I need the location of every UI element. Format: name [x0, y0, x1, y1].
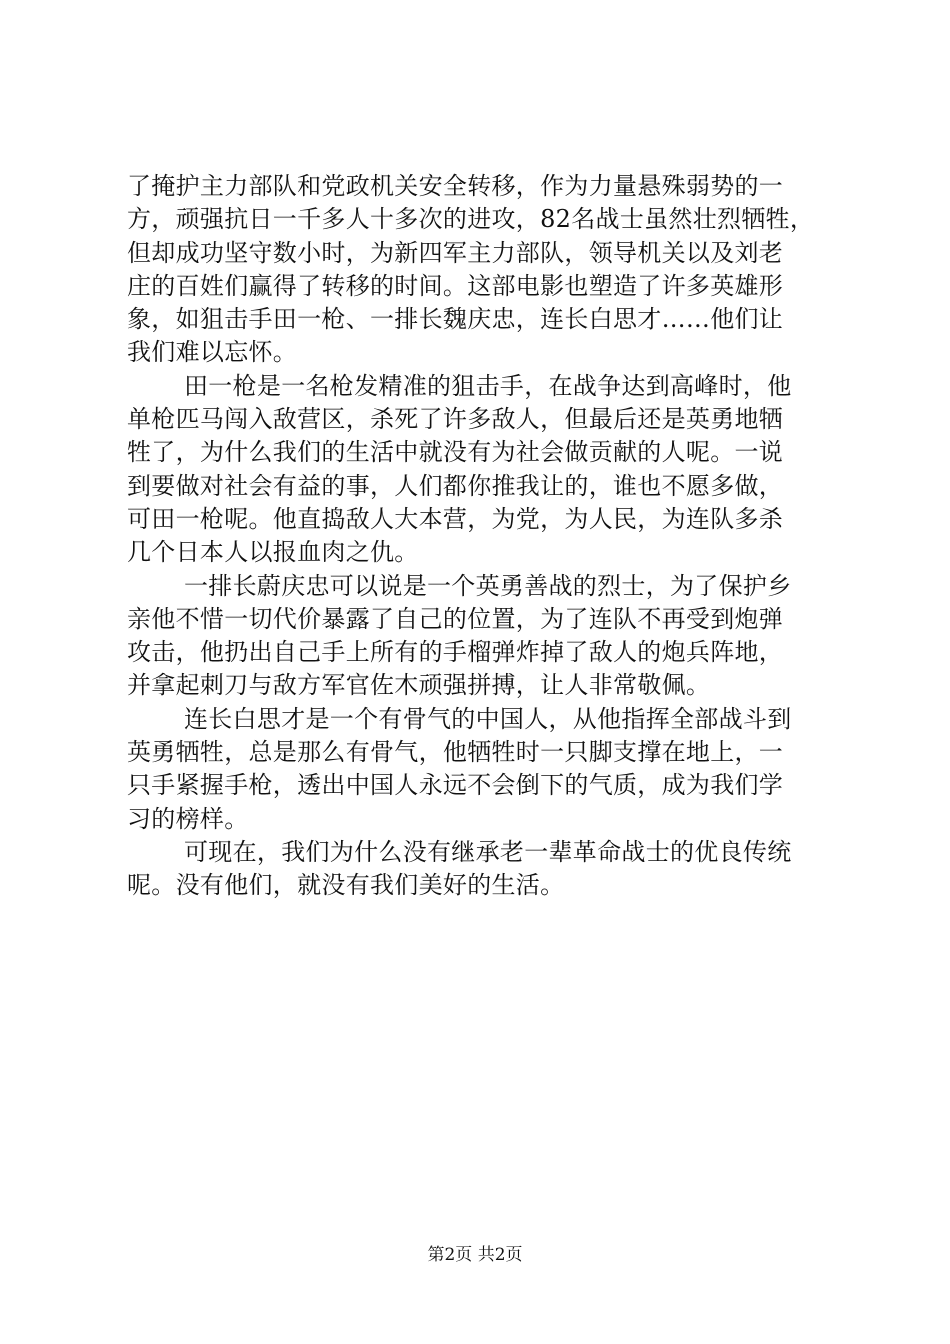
text-line: 几个日本人以报血肉之仇。 — [127, 538, 419, 567]
text-line: 呢。没有他们，就没有我们美好的生活。 — [127, 871, 565, 900]
text-line: 到要做对社会有益的事，人们都你推我让的，谁也不愿多做， — [127, 471, 784, 500]
text-line: 亲他不惜一切代价暴露了自己的位置，为了连队不再受到炮弹 — [127, 604, 784, 633]
text-line: 牲了，为什么我们的生活中就没有为社会做贡献的人呢。一说 — [127, 438, 784, 467]
text-line: 可现在，我们为什么没有继承老一辈革命战士的优良传统 — [184, 837, 792, 866]
text-line: 习的榜样。 — [127, 804, 249, 833]
body-text — [127, 170, 837, 903]
text-line: 并拿起刺刀与敌方军官佐木顽强拼搏，让人非常敬佩。 — [127, 671, 711, 700]
text-line: 可田一枪呢。他直捣敌人大本营，为党，为人民，为连队多杀 — [127, 504, 784, 533]
text-line: 只手紧握手枪，透出中国人永远不会倒下的气质，成为我们学 — [127, 771, 784, 800]
text-line: 单枪匹马闯入敌营区，杀死了许多敌人，但最后还是英勇地牺 — [127, 405, 784, 434]
text-line: 田一枪是一名枪发精准的狙击手，在战争达到高峰时，他 — [184, 371, 792, 400]
text-line: 象，如狙击手田一枪、一排长魏庆忠，连长白思才……他们让 — [127, 305, 784, 334]
paragraph — [127, 170, 837, 370]
paragraph — [127, 703, 837, 836]
text-line: 攻击，他扔出自己手上所有的手榴弹炸掉了敌人的炮兵阵地， — [127, 638, 784, 667]
page-footer — [0, 1243, 950, 1267]
text-line: 了掩护主力部队和党政机关安全转移，作为力量悬殊弱势的一 — [127, 172, 784, 200]
paragraph — [127, 836, 837, 903]
text-line: 但却成功坚守数小时，为新四军主力部队，领导机关以及刘老 — [127, 238, 784, 267]
text-line: 庄的百姓们赢得了转移的时间。这部电影也塑造了许多英雄形 — [127, 271, 784, 300]
paragraph — [127, 370, 837, 570]
text-line: 连长白思才是一个有骨气的中国人，从他指挥全部战斗到 — [184, 704, 792, 733]
paragraph — [127, 570, 837, 703]
text-line: 英勇牺牲，总是那么有骨气，他牺牲时一只脚支撑在地上，一 — [127, 738, 784, 767]
text-line: 方，顽强抗日一千多人十多次的进攻，82名战士虽然壮烈牺牲， — [127, 205, 815, 234]
text-line: 一排长蔚庆忠可以说是一个英勇善战的烈士，为了保护乡 — [184, 571, 792, 600]
page-number-label: 第2页 共2页 — [427, 1245, 523, 1265]
text-line: 我们难以忘怀。 — [127, 338, 298, 367]
